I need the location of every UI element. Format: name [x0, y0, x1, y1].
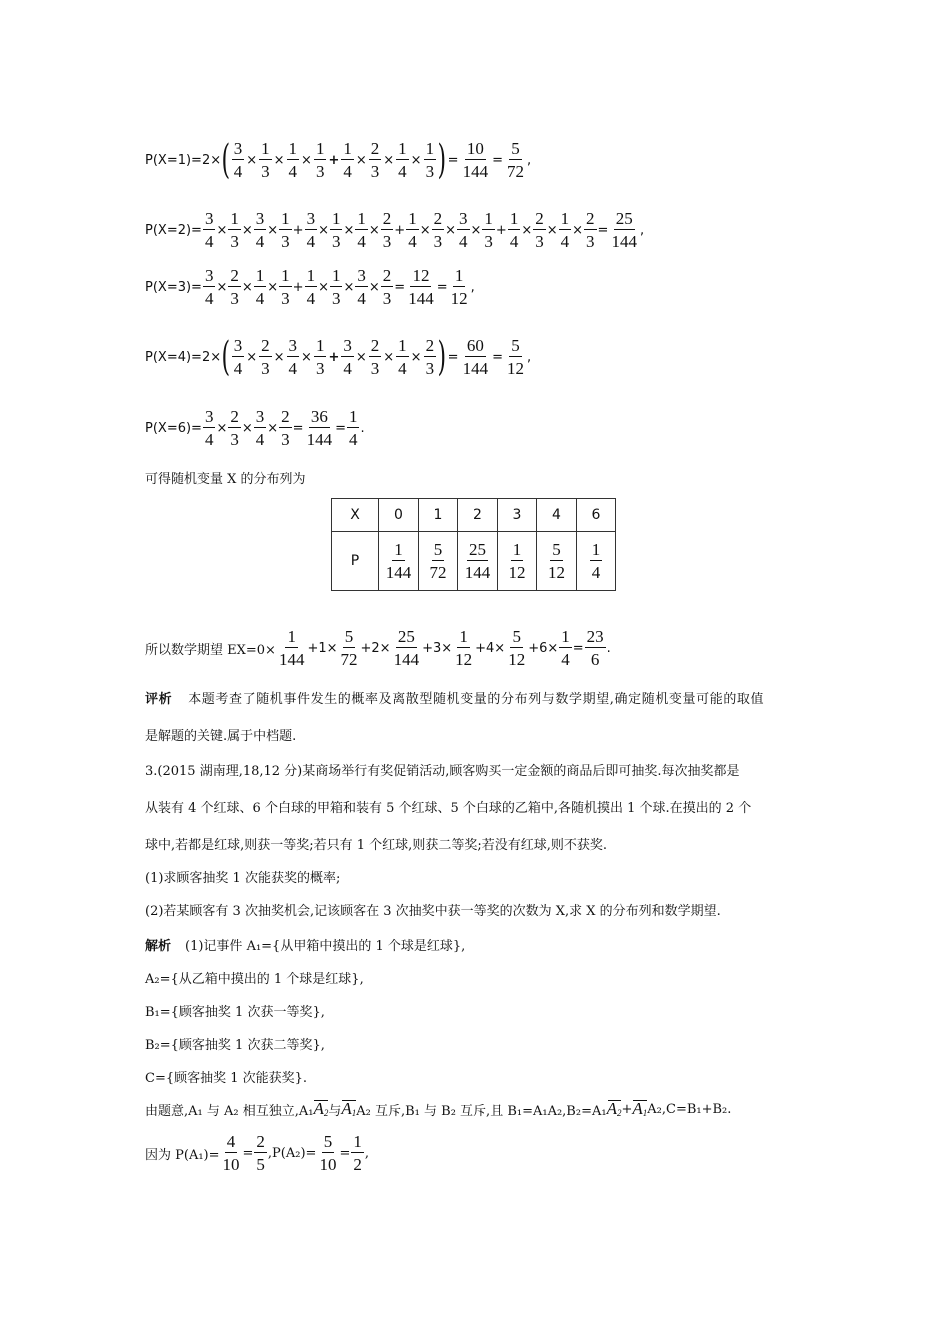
table-row — [332, 532, 616, 591]
problem-line-3: 球中,若都是红球,则获一等奖;若只有 1 个红球,则获二等奖;若没有红球,则不获奖. — [145, 838, 607, 853]
complement-a2: $A_2$ — [313, 1099, 329, 1118]
complement-a1: $A_1$ — [341, 1099, 357, 1118]
fraction: $\frac{1}{4}$ — [348, 407, 358, 449]
solution-text: 由题意,A₁ 与 A₂ 相互独立,A₁ — [145, 1103, 314, 1119]
formula-px4: P(X=4)=2× ( $\frac{3}{4}$ × $\frac{2}{3}$ × $\frac{3}{4}$ × $\frac{1}{3}$ + $\frac{3}{4}$ × $\frac{2}{3}$ × $\frac{1}{4}$ × $\frac{2}{3}$ ) = $\frac{60}{144}$ = $\frac{5}{12}$ , — [145, 334, 532, 380]
solution-text: 因为 P(A₁)= — [145, 1147, 220, 1163]
table-cell: $\frac{5}{72}$ — [419, 532, 458, 591]
table-cell: $\frac{1}{4}$ — [577, 532, 616, 591]
fraction: $\frac{1}{3}$ — [261, 139, 270, 181]
fraction: $\frac{1}{2}$ — [353, 1132, 362, 1174]
fraction: $\frac{1}{4}$ — [343, 139, 352, 181]
solution-line-2: A₂={从乙箱中摸出的 1 个球是红球}, — [145, 972, 364, 987]
table-cell: $\frac{25}{144}$ — [458, 532, 498, 591]
question-1: (1)求顾客抽奖 1 次能获奖的概率; — [145, 871, 341, 886]
formula-lhs: P(X=3)= — [145, 279, 202, 295]
solution-line-7: 因为 P(A₁)= $\frac{4}{10}$ = $\frac{2}{5}$ ,P(A₂)= $\frac{5}{10}$ = $\frac{1}{2}$ , — [145, 1132, 369, 1174]
formula-lhs: P(X=6)= — [145, 420, 202, 436]
fraction: $\frac{25}{144}$ — [611, 209, 637, 251]
complement-a1: $A_1$ — [632, 1099, 648, 1118]
left-paren: ( — [221, 137, 231, 183]
solution-line-4: B₂={顾客抽奖 1 次获二等奖}, — [145, 1038, 325, 1053]
formula-px2: P(X=2)= $\frac{3}{4}$ × $\frac{1}{3}$ × $\frac{3}{4}$ × $\frac{1}{3}$ + $\frac{3}{4}$ × $\frac{1}{3}$ × $\frac{1}{4}$ × $\frac{2}{3}$ + $\frac{1}{4}$ × $\frac{2}{3}$ × $\frac{3}{4}$ × $\frac{1}{3}$ + $\frac{1}{4}$ × $\frac{2}{3}$ × $\frac{1}{4}$ × $\frac{2}{3}$ = $\frac{25}{144}$ , — [145, 209, 645, 251]
formula-lhs: P(X=2)= — [145, 222, 202, 238]
comment-label: 评析 — [145, 692, 173, 707]
complement-a2: $A_2$ — [606, 1099, 622, 1118]
table-cell: $\frac{1}{12}$ — [498, 532, 537, 591]
problem-line-2: 从装有 4 个红球、6 个白球的甲箱和装有 5 个红球、5 个白球的乙箱中,各随机摸出 1 个球.在摸出的 2 个 — [145, 801, 752, 816]
table-cell: $\frac{5}{12}$ — [537, 532, 577, 591]
fraction: $\frac{1}{4}$ — [288, 139, 298, 181]
fraction: $\frac{4}{10}$ — [222, 1132, 240, 1174]
fraction: $\frac{23}{6}$ — [586, 627, 604, 669]
table-cell: 6 — [577, 499, 616, 532]
fraction: $\frac{1}{4}$ — [398, 139, 407, 181]
formula-px1: P(X=1)=2× ( $\frac{3}{4}$ × $\frac{1}{3}$ × $\frac{1}{4}$ × $\frac{1}{3}$ + $\frac{1}{4}$ × $\frac{2}{3}$ × $\frac{1}{4}$ × $\frac{1}{3}$ ) = $\frac{10}{144}$ = $\frac{5}{72}$ , — [145, 137, 532, 183]
formula-lhs: P(X=1)=2× — [145, 152, 222, 168]
table-cell: 0 — [379, 499, 419, 532]
expectation-formula: 所以数学期望 EX=0× $\frac{1}{144}$ +1× $\frac{5}{72}$ +2× $\frac{25}{144}$ +3× $\frac{1}{12}$ +4× $\frac{5}{12}$ +6× $\frac{1}{4}$ = $\frac{23}{6}$ . — [145, 627, 611, 669]
fraction: $\frac{5}{12}$ — [506, 336, 524, 378]
problem-line-1: 3.(2015 湖南理,18,12 分)某商场举行有奖促销活动,顾客购买一定金额的商品后即可抽奖.每次抽奖都是 — [145, 764, 740, 779]
table-row — [332, 499, 616, 532]
solution-line-5: C={顾客抽奖 1 次能获奖}. — [145, 1071, 308, 1086]
comment-text: 本题考查了随机事件发生的概率及离散型随机变量的分布列与数学期望,确定随机变量可能的取值 — [188, 692, 765, 707]
table-cell: $\frac{1}{144}$ — [379, 532, 419, 591]
fraction: $\frac{1}{3}$ — [315, 139, 325, 181]
fraction: $\frac{10}{144}$ — [462, 139, 489, 181]
solution-text: 与 — [328, 1103, 342, 1119]
comment-line-1 — [145, 688, 764, 707]
fraction: $\frac{1}{3}$ — [425, 139, 435, 181]
right-paren: ) — [437, 137, 447, 183]
fraction: $\frac{3}{4}$ — [233, 139, 243, 181]
solution-text: (1)记事件 A₁={从甲箱中摸出的 1 个球是红球}, — [185, 939, 466, 954]
question-2: (2)若某顾客有 3 次抽奖机会,记该顾客在 3 次抽奖中获一等奖的次数为 X,求 X 的分布列和数学期望. — [145, 904, 721, 919]
solution-line-6 — [145, 1099, 731, 1119]
expectation-lhs: 所以数学期望 EX=0× — [145, 642, 276, 658]
fraction: $\frac{5}{72}$ — [506, 139, 524, 181]
table-cell: 3 — [498, 499, 537, 532]
distribution-table — [331, 498, 616, 591]
comment-line-2: 是解题的关键.属于中档题. — [145, 729, 297, 744]
formula-px3: P(X=3)= $\frac{3}{4}$ × $\frac{2}{3}$ × $\frac{1}{4}$ × $\frac{1}{3}$ + $\frac{1}{4}$ × $\frac{1}{3}$ × $\frac{3}{4}$ × $\frac{2}{3}$ = $\frac{12}{144}$ = $\frac{1}{12}$ , — [145, 266, 475, 308]
table-cell: 2 — [458, 499, 498, 532]
solution-label: 解析 — [145, 939, 172, 954]
fraction: $\frac{36}{144}$ — [306, 407, 333, 449]
formula-lhs: P(X=4)=2× — [145, 349, 222, 365]
solution-line-1 — [145, 935, 465, 954]
table-cell: 1 — [419, 499, 458, 532]
fraction: $\frac{2}{5}$ — [256, 1132, 265, 1174]
solution-text: A₂,C=B₁+B₂. — [647, 1101, 732, 1117]
table-header-p: P — [332, 532, 379, 591]
fraction: $\frac{60}{144}$ — [462, 336, 489, 378]
solution-text: ,P(A₂)= — [267, 1145, 317, 1161]
fraction: $\frac{2}{3}$ — [370, 139, 380, 181]
solution-text: + — [621, 1101, 633, 1117]
table-cell: 4 — [537, 499, 577, 532]
table-header-x: X — [332, 499, 379, 532]
fraction: $\frac{5}{10}$ — [319, 1132, 337, 1174]
fraction: $\frac{1}{12}$ — [450, 266, 468, 308]
distribution-intro: 可得随机变量 X 的分布列为 — [145, 472, 306, 487]
solution-text: A₂ 互斥,B₁ 与 B₂ 互斥,且 B₁=A₁A₂,B₂=A₁ — [356, 1103, 607, 1119]
solution-line-3: B₁={顾客抽奖 1 次获一等奖}, — [145, 1005, 325, 1020]
fraction: $\frac{12}{144}$ — [408, 266, 434, 308]
formula-px6: P(X=6)= $\frac{3}{4}$ × $\frac{2}{3}$ × $\frac{3}{4}$ × $\frac{2}{3}$ = $\frac{36}{144}$ = $\frac{1}{4}$ . — [145, 407, 365, 449]
